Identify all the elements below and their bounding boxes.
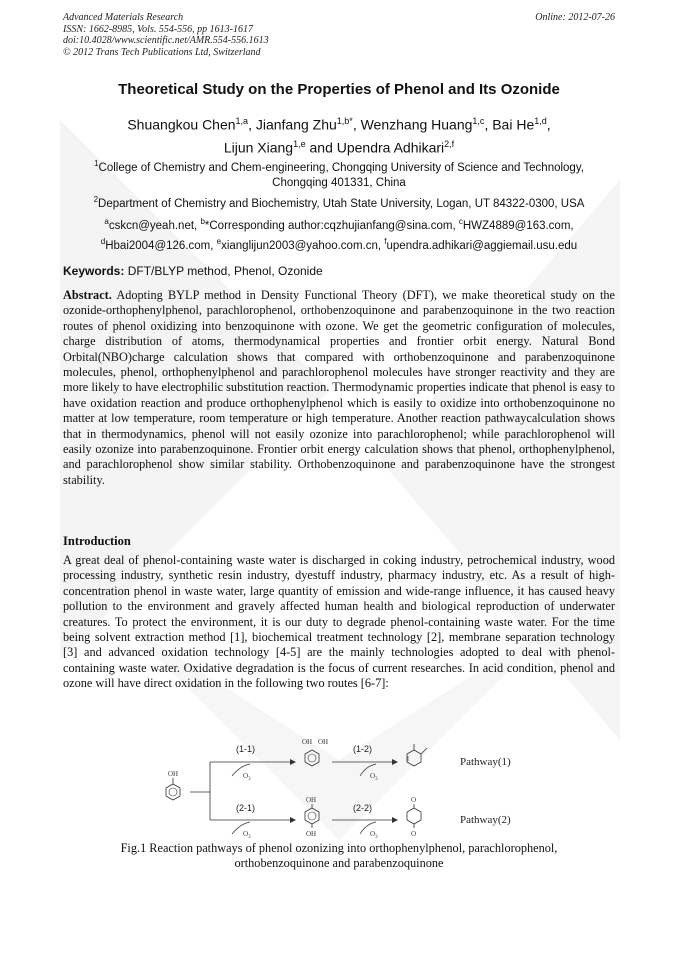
oh-label: OH bbox=[306, 830, 317, 838]
pathway1-label: Pathway(1) bbox=[460, 756, 511, 768]
figure-caption bbox=[63, 841, 615, 871]
email-mark: a bbox=[104, 217, 109, 226]
affiliation-text: College of Chemistry and Chem-engineering, Chongqing University of Science and Technology, bbox=[98, 161, 584, 174]
catechol-structure bbox=[302, 738, 328, 766]
ozone-label: $O_3$ bbox=[370, 772, 378, 782]
abstract-text: Adopting BYLP method in Density Functional Theory (DFT), we make theoretical study on the ozonide-orthophenylphenol, parachlorophenol, orthobenzoquinone and parabenzoquinone in the two reaction routes of phenol oxidizing into benzoquinone with ozone. We get the geometric configuration of molecules, charge distribution of atoms, thermodynamical properties and frontier orbit energy. Natural Bond Orbital(NBO)charge calculation shows that compared with orthobenzoquinone and parabenzoquinone molecules, phenol, orthophenylphenol and parachlorophenol molecules have stronger reactivity and they are more likely to have electrophilic substitution reaction. Thermodynamic properties indicate that phenol is easy to have oxidation reaction and produce orthophenylphenol which is easily to oxidize into orthobenzoquinone no matter at low temperature, room temperature or high temperature. Another reaction pathwaycalculation shows that in thermodynamics, phenol will not easily ozonize into parachlorophenol; while parachlorophenol will easily ozonize into parabenzoquinone. Frontier orbit energy calculation shows that phenol, orthophenylphenol, and parachlorophenol show similar stability. Orthobenzoquinone and parabenzoquinone have the strongest stability. bbox=[63, 288, 615, 487]
oh-label: OH bbox=[318, 738, 329, 746]
caption-line: Fig.1 Reaction pathways of phenol ozonizing into orthophenylphenol, parachlorophenol, bbox=[120, 841, 558, 855]
step-2-1-label: (2-1) bbox=[236, 803, 256, 813]
online-date: Online: 2012-07-26 bbox=[535, 12, 615, 23]
affiliation-1 bbox=[60, 156, 618, 191]
email-link[interactable]: HWZ4889@163.com, bbox=[462, 219, 574, 232]
affiliation-text: Chongqing 401331, China bbox=[272, 176, 406, 189]
step-1-1-label: (1-1) bbox=[236, 744, 256, 754]
author-name: Upendra Adhikari bbox=[336, 139, 445, 156]
phenol-oh-label: OH bbox=[168, 770, 179, 778]
author-affiliation-mark: 2,f bbox=[444, 138, 455, 149]
oh-label: OH bbox=[302, 738, 313, 746]
paper-title: Theoretical Study on the Properties of Phenol and Its Ozonide bbox=[118, 81, 560, 98]
affiliation-text: Department of Chemistry and Biochemistry, Utah State University, Logan, UT 84322-0300, USA bbox=[98, 197, 585, 210]
ozone-label: $O_3$ bbox=[370, 830, 378, 840]
affiliation-number: 2 bbox=[93, 195, 99, 204]
email-mark: c bbox=[458, 217, 463, 226]
reaction-pathway-figure bbox=[150, 736, 530, 846]
keywords-label: Keywords: bbox=[63, 264, 125, 278]
affiliation-number: 1 bbox=[94, 159, 99, 168]
author-separator: and bbox=[305, 139, 337, 156]
author-name: Bai He bbox=[492, 116, 535, 133]
author-name: Lijun Xiang bbox=[223, 139, 294, 156]
email-mark: e bbox=[216, 236, 222, 246]
author-affiliation-mark: 1,b* bbox=[336, 116, 353, 126]
affiliation-2 bbox=[60, 192, 618, 212]
email-mark: b bbox=[200, 217, 205, 226]
hydroquinone-structure bbox=[305, 796, 319, 838]
author-affiliation-mark: 1,a bbox=[235, 116, 249, 126]
abstract-label: Abstract. bbox=[63, 288, 112, 302]
pathway2-label: Pathway(2) bbox=[460, 814, 511, 826]
email-mark: f bbox=[384, 236, 387, 246]
introduction-paragraph: A great deal of phenol-containing waste water is discharged in coking industry, petrochemical industry, wood processing industry, synthetic resin industry, dyestuff industry, pharmacy industry, etc. As a result of high-concentration phenol in waste water, large quantity of emission and wide-range influence, it has caused heavy pollution to the environment and gravely affected human health and biological reproduction of underwater creatures. To protect the environment, it is our duty to degrade phenol-containing waste water. For the time being solvent extraction method [1], biochemical treatment technology [2], membrane separation technology [3] and advanced oxidation technology [4-5] are the mainly technologies adopted to deal with phenol-containing waste water. Oxidative degradation is the focus of current researches. In acid condition, phenol and ozone will have direct oxidation in the following two routes [6-7]: bbox=[63, 553, 615, 691]
email-link[interactable]: xianglijun2003@yahoo.com.cn, bbox=[221, 239, 385, 252]
o-label: O bbox=[411, 796, 417, 804]
author-separator: , bbox=[248, 116, 256, 133]
step-2-2-label: (2-2) bbox=[353, 803, 373, 813]
author-affiliation-mark: 1,e bbox=[293, 138, 306, 149]
email-link[interactable]: *Corresponding author:cqzhujianfang@sina.com, bbox=[204, 219, 459, 232]
keywords-text: DFT/BLYP method, Phenol, Ozonide bbox=[124, 264, 323, 278]
journal-header bbox=[63, 12, 615, 58]
author-separator: , bbox=[484, 116, 493, 133]
ozone-label: $O_3$ bbox=[243, 772, 251, 782]
issn-line: ISSN: 1662-8985, Vols. 554-556, pp 1613-1617 bbox=[63, 23, 253, 35]
o-label: O bbox=[411, 830, 417, 838]
author-separator: , bbox=[546, 116, 551, 133]
author-name: Jianfang Zhu bbox=[255, 116, 337, 133]
email-link[interactable]: Hbai2004@126.com, bbox=[105, 239, 217, 252]
author-affiliation-mark: 1,c bbox=[472, 116, 485, 126]
abstract-paragraph bbox=[63, 288, 615, 488]
author-emails bbox=[60, 214, 618, 254]
author-affiliation-mark: 1,d bbox=[534, 116, 547, 126]
author-list bbox=[60, 112, 618, 157]
copyright-line: © 2012 Trans Tech Publications Ltd, Switzerland bbox=[63, 46, 261, 58]
journal-name: Advanced Materials Research bbox=[63, 12, 184, 23]
author-name: Shuangkou Chen bbox=[127, 116, 236, 133]
author-separator: , bbox=[352, 116, 361, 133]
oh-label: OH bbox=[306, 796, 317, 804]
step-1-2-label: (1-2) bbox=[353, 744, 373, 754]
email-mark: d bbox=[100, 236, 106, 246]
ozone-label: $O_3$ bbox=[243, 830, 251, 840]
caption-line: orthobenzoquinone and parabenzoquinone bbox=[234, 856, 444, 870]
email-link[interactable]: upendra.adhikari@aggiemail.usu.edu bbox=[386, 239, 578, 252]
email-link[interactable]: cskcn@yeah.net, bbox=[108, 219, 201, 232]
orthobenzoquinone-structure bbox=[407, 744, 427, 766]
keywords-line bbox=[63, 264, 615, 278]
parabenzoquinone-structure bbox=[407, 796, 421, 838]
doi-line[interactable]: doi:10.4028/www.scientific.net/AMR.554-556.1613 bbox=[63, 35, 269, 46]
phenol-structure bbox=[166, 770, 180, 800]
author-name: Wenzhang Huang bbox=[360, 116, 473, 133]
introduction-heading: Introduction bbox=[63, 534, 131, 548]
